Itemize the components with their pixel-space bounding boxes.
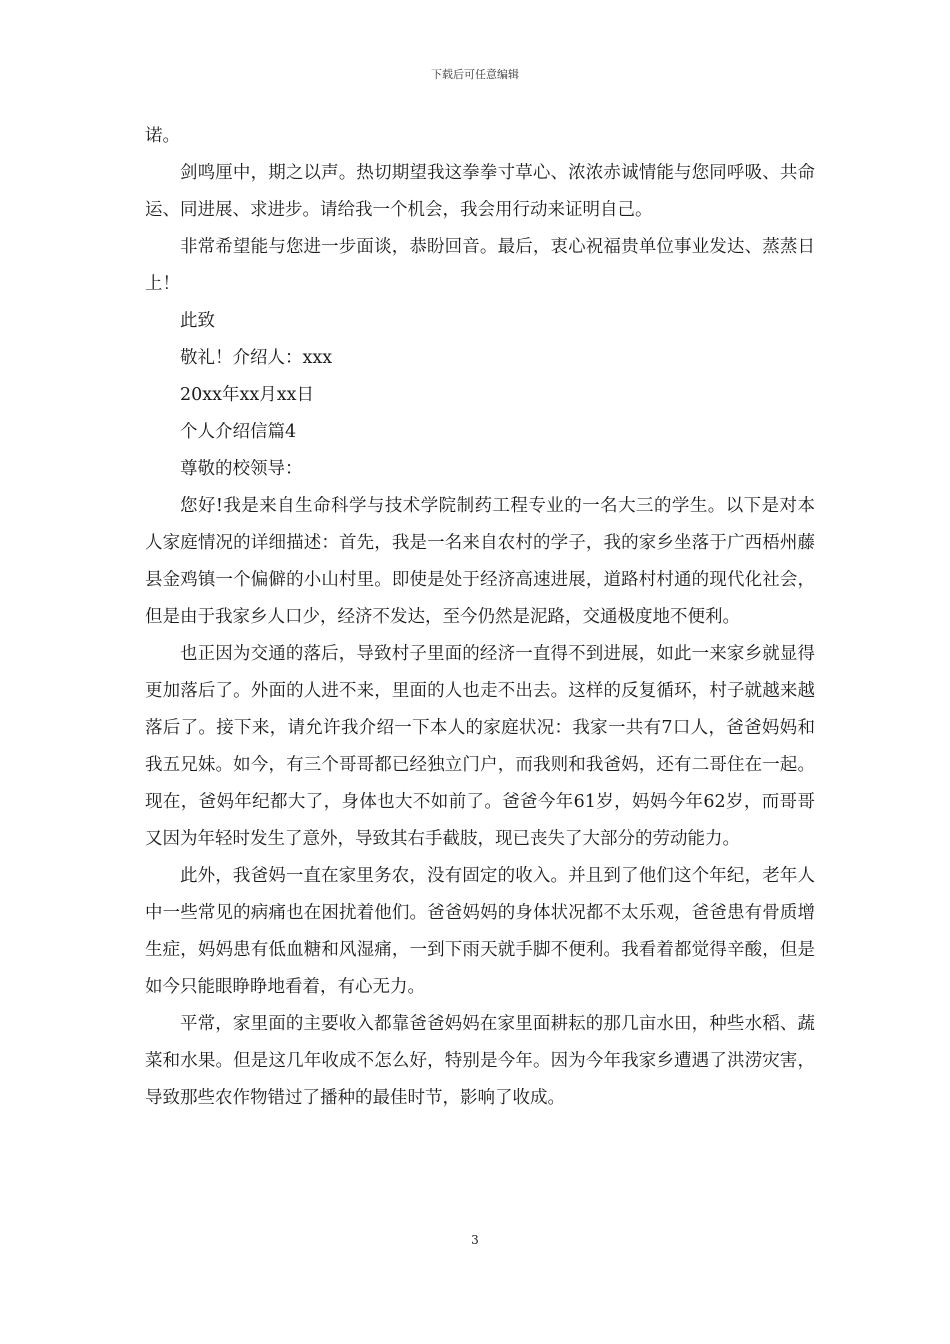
page-header: 下载后可任意编辑 <box>431 68 519 81</box>
letter-date: 20xx年xx月xx日 <box>180 385 314 405</box>
paragraph: 您好!我是来自生命科学与技术学院制药工程专业的一名大三的学生。以下是对本人家庭情况的详细描述：首先，我是一名来自农村的学子，我的家乡坐落于广西梧州藤县金鸡镇一个偏僻的小山村里。即使是处于经济高速进展，道路村村通的现代化社会，但是由于我家乡人口少，经济不发达，至今仍然是泥路，交通极度地不便利。 <box>145 496 815 627</box>
paragraph: 此外，我爸妈一直在家里务农，没有固定的收入。并且到了他们这个年纪，老年人中一些常见的病痛也在困扰着他们。爸爸妈妈的身体状况都不太乐观，爸爸患有骨质增生症，妈妈患有低血糖和风湿痛，一到下雨天就手脚不便利。我看着都觉得辛酸，但是如今只能眼睁睁地看着，有心无力。 <box>145 866 815 997</box>
paragraph-continuation: 诺。 <box>145 126 180 146</box>
closing-regards: 敬礼！介绍人：xxx <box>180 348 333 368</box>
closing-salutation: 此致 <box>180 311 215 331</box>
document-body <box>145 118 815 1117</box>
paragraph: 剑鸣厘中，期之以声。热切期望我这拳拳寸草心、浓浓赤诚情能与您同呼吸、共命运、同进展、求进步。请给我一个机会，我会用行动来证明自己。 <box>145 163 815 220</box>
paragraph: 也正因为交通的落后，导致村子里面的经济一直得不到进展，如此一来家乡就显得更加落后了。外面的人进不来，里面的人也走不出去。这样的反复循环，村子就越来越落后了。接下来，请允许我介绍一下本人的家庭状况：我家一共有7口人，爸爸妈妈和我五兄妹。如今，有三个哥哥都已经独立门户，而我则和我爸妈，还有二哥住在一起。现在，爸妈年纪都大了，身体也大不如前了。爸爸今年61岁，妈妈今年62岁，而哥哥又因为年轻时发生了意外，导致其右手截肢，现已丧失了大部分的劳动能力。 <box>145 644 815 849</box>
section-title: 个人介绍信篇4 <box>180 422 297 442</box>
paragraph: 平常，家里面的主要收入都靠爸爸妈妈在家里面耕耘的那几亩水田，种些水稻、蔬菜和水果。但是这几年收成不怎么好，特别是今年。因为今年我家乡遭遇了洪涝灾害，导致那些农作物错过了播种的最佳时节，影响了收成。 <box>145 1014 815 1108</box>
letter-greeting: 尊敬的校领导： <box>180 459 303 479</box>
paragraph: 非常希望能与您进一步面谈，恭盼回音。最后，衷心祝福贵单位事业发达、蒸蒸日上！ <box>145 237 815 294</box>
page-number: 3 <box>471 1233 479 1247</box>
